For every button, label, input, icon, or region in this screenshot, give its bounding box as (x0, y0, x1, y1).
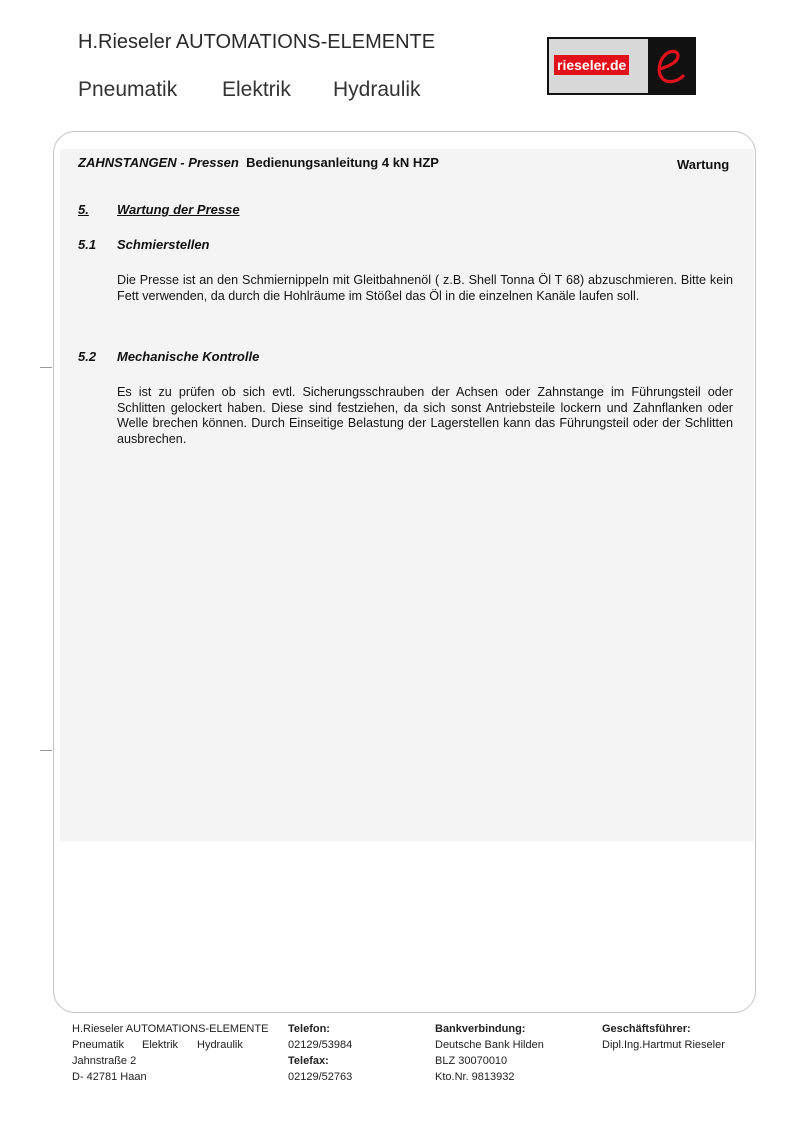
document-header (78, 155, 439, 170)
footer-address (72, 1021, 268, 1085)
ceo-label: Geschäftsführer: (602, 1023, 691, 1035)
footer-division: Hydraulik (197, 1039, 243, 1051)
subsection-text: Die Presse ist an den Schmiernippeln mit Gleitbahnenöl ( z.B. Shell Tonna Öl T 68) abzuschmieren. Bitte kein Fett verwenden, da durch die Hohlräume im Stößel das Öl in die einzelnen Kanäle laufen soll. (117, 273, 733, 303)
footer-division: Pneumatik (72, 1039, 124, 1051)
ceo-name: Dipl.Ing.Hartmut Rieseler (602, 1039, 725, 1051)
subsection-text: Es ist zu prüfen ob sich evtl. Sicherungsschrauben der Achsen oder Zahnstange im Führungsteil oder Schlitten gelockert haben. Diese sind festziehen, da sich sonst Antriebsteile lockern und Zahnflanken oder Welle brechen können. Durch Einseitige Belastung der Lagerstellen kann das Führungsteil oder der Schlitten ausbrechen. (117, 385, 733, 446)
bank-account: Kto.Nr. 9813932 (435, 1071, 515, 1083)
section-tag: Wartung (677, 157, 730, 172)
bank-blz: BLZ 30070010 (435, 1055, 508, 1067)
phone-label: Telefon: (288, 1023, 330, 1035)
product-series: ZAHNSTANGEN - Pressen (78, 155, 239, 170)
fax-number: 02129/52763 (288, 1071, 353, 1083)
footer-city: D- 42781 Haan (72, 1071, 147, 1083)
subsection-number: 5.2 (78, 349, 97, 364)
phone-number: 02129/53984 (288, 1039, 353, 1051)
logo-wordmark: rieseler.de (554, 55, 629, 75)
footer-bank (435, 1021, 544, 1085)
company-logo (547, 37, 696, 95)
logo-e-icon (648, 39, 694, 93)
margin-mark (40, 750, 52, 751)
margin-mark (40, 367, 52, 368)
section-title: Wartung der Presse (117, 202, 240, 217)
footer-divisions (72, 1037, 268, 1053)
division-hydraulik: Hydraulik (333, 78, 421, 101)
subsection-title: Mechanische Kontrolle (117, 349, 260, 364)
division-pneumatik: Pneumatik (78, 78, 178, 101)
division-elektrik: Elektrik (222, 78, 291, 101)
fax-label: Telefax: (288, 1055, 329, 1067)
footer-contact (288, 1021, 352, 1085)
subsection-title: Schmierstellen (117, 237, 210, 252)
footer-management (602, 1021, 725, 1053)
footer-company: H.Rieseler AUTOMATIONS-ELEMENTE (72, 1023, 269, 1035)
bank-name: Deutsche Bank Hilden (435, 1039, 544, 1051)
document-title: Bedienungsanleitung 4 kN HZP (246, 155, 439, 170)
content-background (60, 149, 754, 841)
bank-label: Bankverbindung: (435, 1023, 526, 1035)
subsection-number: 5.1 (78, 237, 97, 252)
company-name: H.Rieseler AUTOMATIONS-ELEMENTE (78, 31, 436, 53)
section-number: 5. (78, 202, 89, 217)
footer-division: Elektrik (142, 1039, 179, 1051)
footer-street: Jahnstraße 2 (72, 1055, 137, 1067)
